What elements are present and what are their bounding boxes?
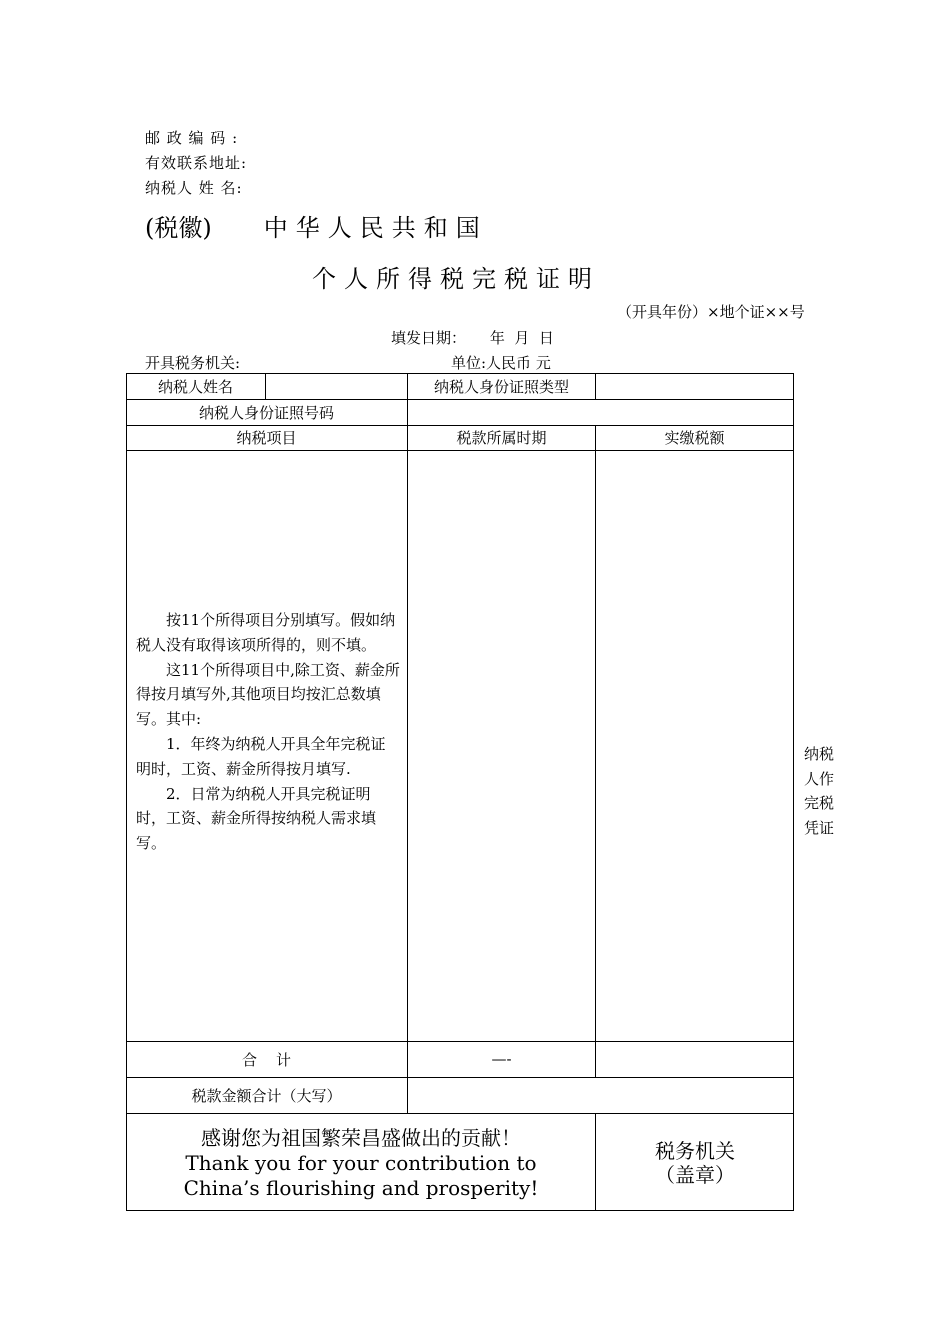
total-label: 合 计 (241, 1050, 292, 1069)
fill-date: 填发日期： 年 月 日 (391, 329, 554, 347)
column-tax-item: 纳税项目 (236, 429, 297, 447)
address-label: 有效联系地址: (145, 154, 248, 172)
total-amount-value[interactable] (596, 1041, 793, 1077)
amount-in-words-value[interactable] (408, 1077, 793, 1113)
thanks-chinese: 感谢您为祖国繁荣昌盛做出的贡献！ (201, 1125, 521, 1150)
side-note: 纳税人作完税凭证 (804, 745, 835, 837)
instructions-text (136, 608, 400, 856)
postal-code-label: 邮 政 编 码 : (145, 129, 239, 147)
instruction-paragraph: 1．年终为纳税人开具全年完税证明时，工资、薪金所得按月填写. (136, 734, 386, 778)
issuing-authority-label: 开具税务机关: (145, 354, 241, 372)
instruction-paragraph: 按11个所得项目分别填写。假如纳税人没有取得该项所得的，则不填。 (136, 611, 396, 654)
amount-in-words-label: 税款金额合计（大写） (191, 1086, 342, 1105)
instruction-paragraph: 这11个所得项目中,除工资、薪金所得按月填写外,其他项目均按汇总数填写。其中: (136, 660, 400, 729)
stamp-line-2: （盖章） (655, 1163, 735, 1187)
tax-authority-stamp (596, 1115, 794, 1211)
column-tax-period: 税款所属时期 (456, 429, 547, 447)
country-name: 中华人民共和国 (263, 214, 488, 242)
taxpayer-name-label: 纳税人 姓 名: (145, 179, 243, 197)
id-type-header: 纳税人身份证照类型 (433, 377, 569, 396)
certificate-title: 个人所得税完税证明 (312, 265, 600, 293)
id-number-header: 纳税人身份证照号码 (198, 403, 334, 422)
total-period: —- (491, 1050, 512, 1068)
taxpayer-name-header: 纳税人姓名 (157, 377, 233, 396)
tax-emblem-label: (税徽) (145, 214, 212, 242)
unit-label: 单位:人民币 元 (451, 354, 551, 372)
id-type-value[interactable] (596, 373, 793, 399)
title-line-1 (145, 208, 488, 243)
column-tax-amount: 实缴税额 (664, 429, 725, 447)
tax-certificate-table (126, 373, 794, 1211)
stamp-line-1: 税务机关 (655, 1139, 735, 1163)
certificate-number: （开具年份）×地个证××号 (617, 303, 805, 321)
taxpayer-name-value[interactable] (266, 373, 407, 399)
id-number-value[interactable] (408, 399, 793, 425)
instruction-paragraph: 2．日常为纳税人开具完税证明时，工资、薪金所得按纳税人需求填写。 (136, 784, 377, 853)
thanks-english: Thank you for your contribution to China’s flourishing and prosperity! (183, 1150, 539, 1200)
thanks-message (126, 1115, 596, 1211)
